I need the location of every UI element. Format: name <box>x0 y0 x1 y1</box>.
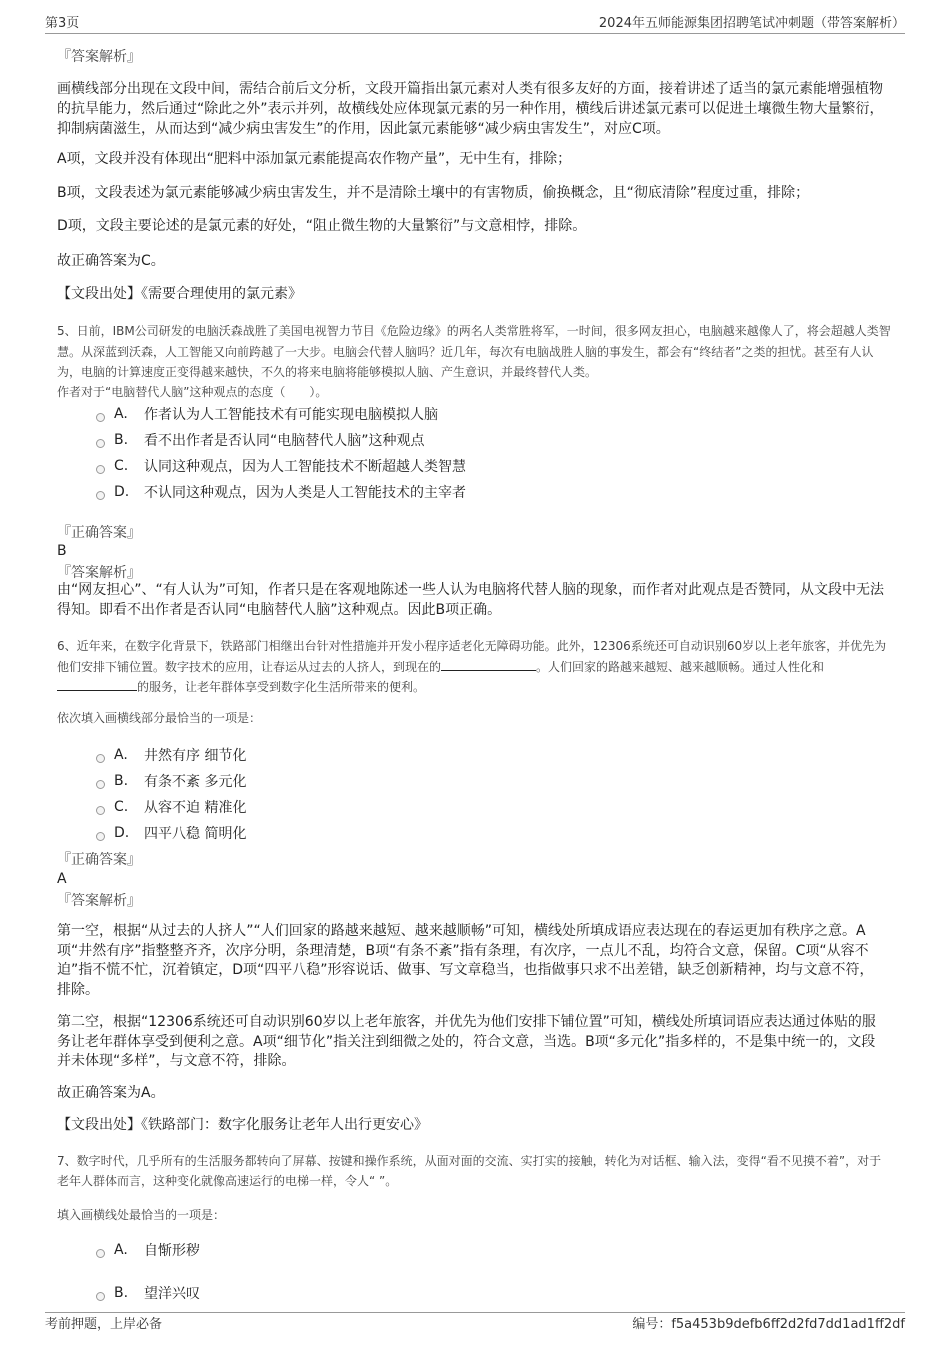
question-5-stem: 5、日前，IBM公司研发的电脑沃森战胜了美国电视智力节目《危险边缘》的两名人类常胜将军，一时间，很多网友担心，电脑越来越像人了，将会超越人类智慧。从深蓝到沃森，人工智能又向前跨越了一大步。电脑会代替人脑吗？近几年，每次有电脑战胜人脑的事发生，都会有“终结者”之类的担忧。甚至有人认为，电脑的计算速度正变得越来越快，不久的将来电脑将能够模拟人脑、产生意识，并最终替代人类。 <box>57 324 891 379</box>
analysis-text-2: 第二空，根据“12306系统还可自动识别60岁以上老年旅客，并优先为他们安排下铺位置”可知，横线处所填词语应表达通过体贴的服务让老年群体享受到便利之意。A项“细节化”指关注到细微之处的，符合文意，当选。B项“多元化”指多样的，不是集中统一的，文段并未体现“多样”，与文意不符，排除。 <box>57 1014 876 1069</box>
question-7-prompt: 填入画横线处最恰当的一项是： <box>57 1208 226 1222</box>
correct-answer: B <box>57 543 67 559</box>
analysis-option-d: D项，文段主要论述的是氯元素的好处，“阻止微生物的大量繁衍”与文意相悖，排除。 <box>57 218 587 234</box>
radio-icon[interactable] <box>96 491 105 500</box>
radio-icon[interactable] <box>96 780 105 789</box>
analysis-option-a: A项，文段并没有体现出“肥料中添加氯元素能提高农作物产量”，无中生有，排除； <box>57 151 572 167</box>
conclusion: 故正确答案为C。 <box>57 253 165 269</box>
radio-icon[interactable] <box>96 754 105 763</box>
analysis-option-b: B项，文段表述为氯元素能够减少病虫害发生，并不是清除土壤中的有害物质，偷换概念，且“彻底清除”程度过重，排除； <box>57 185 810 201</box>
document-id: 编号：f5a453b9defb6ff2d2fd7dd1ad1ff2df <box>632 1317 905 1332</box>
question-6-prompt: 依次填入画横线部分最恰当的一项是： <box>57 711 262 725</box>
conclusion: 故正确答案为A。 <box>57 1085 165 1101</box>
q7-option-b[interactable]: B. 望洋兴叹 <box>96 1283 200 1303</box>
analysis-text-1: 第一空，根据“从过去的人挤人”“人们回家的路越来越短、越来越顺畅”可知，横线处所填成语应表达现在的春运更加有秩序之意。A项“井然有序”指整整齐齐，次序分明，条理清楚，B项“有条不紊”指有条理，有次序，一点儿不乱，均符合文意，保留。C项“从容不迫”指不慌不忙，沉着镇定，D项“四平八稳”形容说话、做事、写文章稳当，也指做事只求不出差错，缺乏创新精神，均与文意不符，排除。 <box>57 923 874 998</box>
answer-label: 『正确答案』 <box>57 525 141 541</box>
analysis-label: 『答案解析』 <box>57 49 141 65</box>
radio-icon[interactable] <box>96 832 105 841</box>
correct-answer: A <box>57 871 67 887</box>
analysis-label: 『答案解析』 <box>57 893 141 909</box>
radio-icon[interactable] <box>96 465 105 474</box>
radio-icon[interactable] <box>96 806 105 815</box>
radio-icon[interactable] <box>96 1249 105 1258</box>
radio-icon[interactable] <box>96 413 105 422</box>
q5-option-d[interactable]: D. 不认同这种观点，因为人类是人工智能技术的主宰者 <box>96 482 466 502</box>
q6-option-d[interactable]: D. 四平八稳 简明化 <box>96 823 246 843</box>
question-7-stem: 7、数字时代，几乎所有的生活服务都转向了屏幕、按键和操作系统，从面对面的交流、实打实的接触，转化为对话框、输入法，变得“看不见摸不着”，对于老年人群体而言，这种变化就像高速运行的电梯一样，令人“ ”。 <box>57 1154 882 1188</box>
q6-option-b[interactable]: B. 有条不紊 多元化 <box>96 771 246 791</box>
q6-option-a[interactable]: A. 井然有序 细节化 <box>96 745 246 765</box>
radio-icon[interactable] <box>96 1292 105 1301</box>
footer-slogan: 考前押题，上岸必备 <box>45 1317 163 1332</box>
source: 【文段出处】《铁路部门：数字化服务让老年人出行更安心》 <box>57 1117 428 1133</box>
q6-option-c[interactable]: C. 从容不迫 精准化 <box>96 797 246 817</box>
q5-option-a[interactable]: A. 作者认为人工智能技术有可能实现电脑模拟人脑 <box>96 404 438 424</box>
question-5-prompt: 作者对于“电脑替代人脑”这种观点的态度（ ）。 <box>57 385 328 399</box>
radio-icon[interactable] <box>96 439 105 448</box>
blank-2 <box>57 678 137 691</box>
analysis-text: 画横线部分出现在文段中间，需结合前后文分析，文段开篇指出氯元素对人类有很多友好的方面，接着讲述了适当的氯元素能增强植物的抗旱能力，然后通过“除此之外”表示并列，故横线处应体现氯元素的另一种作用，横线后讲述氯元素可以促进土壤微生物大量繁衍，抑制病菌滋生，从而达到“减少病虫害发生”的作用，因此氯元素能够“减少病虫害发生”，对应C项。 <box>57 81 884 137</box>
source: 【文段出处】《需要合理使用的氯元素》 <box>57 286 302 302</box>
q5-option-c[interactable]: C. 认同这种观点，因为人工智能技术不断超越人类智慧 <box>96 456 466 476</box>
answer-label: 『正确答案』 <box>57 852 141 868</box>
analysis-label: 『答案解析』 <box>57 565 141 581</box>
q7-option-a[interactable]: A. 自惭形秽 <box>96 1240 200 1260</box>
analysis-text: 由“网友担心”、“有人认为”可知，作者只是在客观地陈述一些人认为电脑将代替人脑的现象，而作者对此观点是否赞同，从文段中无法得知。即看不出作者是否认同“电脑替代人脑”这种观点。因此B项正确。 <box>57 582 885 618</box>
header-divider <box>45 33 905 34</box>
q5-option-b[interactable]: B. 看不出作者是否认同“电脑替代人脑”这种观点 <box>96 430 425 450</box>
document-title: 2024年五师能源集团招聘笔试冲刺题（带答案解析） <box>598 16 905 31</box>
question-6-stem: 6、近年来，在数字化背景下，铁路部门相继出台针对性措施并开发小程序适老化无障碍功能。此外，12306系统还可自动识别60岁以上老年旅客，并优先为他们安排下铺位置。数字技术的应用，让春运从过去的人挤人，到现在的 。人们回家的路越来越短、越来越顺畅。通过人性化和的服务，让老年群体享受到数字化生活所带来的便利。 <box>57 639 887 694</box>
page-number: 第3页 <box>45 16 80 31</box>
blank-1 <box>441 658 536 671</box>
